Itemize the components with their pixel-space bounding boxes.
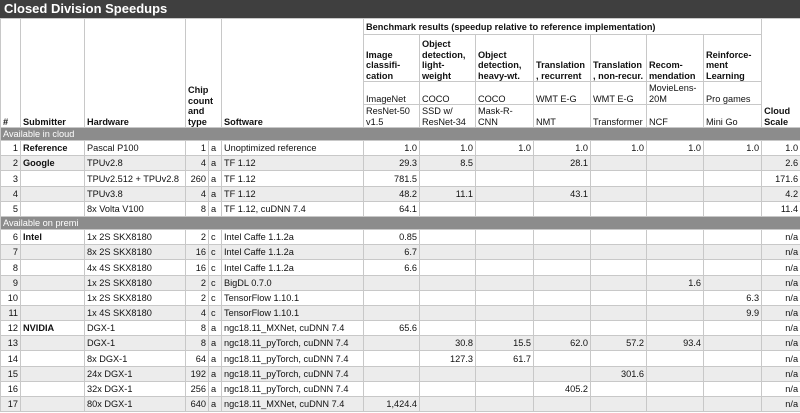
cloud-scale-cell: n/a (762, 366, 800, 381)
chip-count-cell: 4 (186, 186, 209, 201)
hardware-cell: 4x 4S SKX8180 (85, 260, 186, 275)
section-header (1, 128, 800, 141)
speedup-value-cell (534, 366, 591, 381)
row-number: 17 (1, 397, 21, 412)
speedup-value-cell (591, 201, 647, 216)
benchmark-model: ResNet-50 v1.5 (364, 105, 420, 128)
speedup-value-cell (476, 201, 534, 216)
chip-type-cell: c (209, 290, 222, 305)
cloud-scale-cell: 2.6 (762, 156, 800, 171)
hardware-cell: 8x Volta V100 (85, 201, 186, 216)
chip-type-cell: a (209, 201, 222, 216)
submitter-cell (21, 245, 85, 260)
speedup-value-cell: 15.5 (476, 336, 534, 351)
benchmark-name: Object detection, light-weight (420, 35, 476, 82)
speedup-value-cell (476, 321, 534, 336)
speedup-value-cell (534, 351, 591, 366)
speedup-value-cell: 8.5 (420, 156, 476, 171)
table-header (1, 19, 800, 128)
speedup-value-cell: 1.0 (420, 141, 476, 156)
cloud-scale-cell: n/a (762, 305, 800, 320)
chip-type-cell: a (209, 186, 222, 201)
chip-type-cell: a (209, 351, 222, 366)
software-cell: BigDL 0.7.0 (222, 275, 364, 290)
cloud-scale-cell: 11.4 (762, 201, 800, 216)
speedup-value-cell (534, 275, 591, 290)
benchmark-model: NMT (534, 105, 591, 128)
submitter-cell (21, 275, 85, 290)
speedup-value-cell (420, 229, 476, 244)
table-row (1, 141, 800, 156)
speedup-value-cell (591, 156, 647, 171)
speedup-value-cell (534, 397, 591, 412)
speedup-value-cell (591, 186, 647, 201)
speedup-value-cell (534, 260, 591, 275)
speedup-value-cell (364, 290, 420, 305)
hardware-cell: 8x DGX-1 (85, 351, 186, 366)
speedup-value-cell: 11.1 (420, 186, 476, 201)
chip-type-cell: c (209, 275, 222, 290)
submitter-cell (21, 305, 85, 320)
hardware-cell: 1x 2S SKX8180 (85, 229, 186, 244)
speedup-value-cell (704, 321, 762, 336)
speedup-value-cell (647, 290, 704, 305)
speedup-value-cell (476, 366, 534, 381)
chip-type-cell: a (209, 366, 222, 381)
speedup-value-cell (647, 260, 704, 275)
hardware-cell: 8x 2S SKX8180 (85, 245, 186, 260)
speedup-value-cell: 64.1 (364, 201, 420, 216)
speedup-value-cell (704, 156, 762, 171)
speedup-value-cell (704, 336, 762, 351)
submitter-cell (21, 290, 85, 305)
hardware-cell: 32x DGX-1 (85, 381, 186, 396)
col-header-hardware: Hardware (85, 19, 186, 128)
cloud-scale-cell: n/a (762, 397, 800, 412)
table-row (1, 156, 800, 171)
speedup-value-cell (704, 260, 762, 275)
speedup-value-cell (420, 397, 476, 412)
speedup-value-cell (647, 305, 704, 320)
speedup-value-cell (591, 260, 647, 275)
software-cell: ngc18.11_pyTorch, cuDNN 7.4 (222, 366, 364, 381)
row-number: 9 (1, 275, 21, 290)
speedup-value-cell (364, 351, 420, 366)
software-cell: Unoptimized reference (222, 141, 364, 156)
table-row (1, 336, 800, 351)
speedup-value-cell: 93.4 (647, 336, 704, 351)
chip-type-cell: c (209, 305, 222, 320)
speedup-value-cell (420, 171, 476, 186)
cloud-scale-cell: n/a (762, 245, 800, 260)
submitter-cell (21, 381, 85, 396)
software-cell: TensorFlow 1.10.1 (222, 290, 364, 305)
speedup-value-cell (420, 321, 476, 336)
software-cell: ngc18.11_pyTorch, cuDNN 7.4 (222, 336, 364, 351)
row-number: 15 (1, 366, 21, 381)
speedup-value-cell (704, 366, 762, 381)
table-row (1, 171, 800, 186)
software-cell: TensorFlow 1.10.1 (222, 305, 364, 320)
hardware-cell: DGX-1 (85, 336, 186, 351)
chip-count-cell: 16 (186, 260, 209, 275)
speedup-value-cell (476, 171, 534, 186)
speedup-value-cell: 1.0 (534, 141, 591, 156)
speedup-value-cell (420, 305, 476, 320)
speedup-value-cell (476, 260, 534, 275)
chip-count-cell: 192 (186, 366, 209, 381)
row-number: 5 (1, 201, 21, 216)
col-header-software: Software (222, 19, 364, 128)
cloud-scale-cell: 171.6 (762, 171, 800, 186)
speedup-value-cell (420, 201, 476, 216)
speedup-value-cell: 43.1 (534, 186, 591, 201)
benchmark-dataset: WMT E-G (534, 82, 591, 105)
speedup-value-cell: 57.2 (591, 336, 647, 351)
cloud-scale-cell: n/a (762, 290, 800, 305)
speedup-value-cell (591, 397, 647, 412)
hardware-cell: TPUv2.512 + TPUv2.8 (85, 171, 186, 186)
chip-count-cell: 2 (186, 275, 209, 290)
speedup-value-cell (476, 245, 534, 260)
cloud-scale-cell: 1.0 (762, 141, 800, 156)
speedup-value-cell (420, 275, 476, 290)
table-row (1, 245, 800, 260)
table-row (1, 201, 800, 216)
benchmark-name: Translation , non-recur. (591, 35, 647, 82)
row-number: 12 (1, 321, 21, 336)
cloud-scale-cell: n/a (762, 321, 800, 336)
benchmark-model: SSD w/ ResNet-34 (420, 105, 476, 128)
benchmark-name: Image classifi-cation (364, 35, 420, 82)
table-row (1, 229, 800, 244)
row-number: 16 (1, 381, 21, 396)
speedup-value-cell (534, 305, 591, 320)
speedup-value-cell (534, 245, 591, 260)
cloud-scale-cell: n/a (762, 260, 800, 275)
cloud-scale-cell: n/a (762, 381, 800, 396)
submitter-cell (21, 201, 85, 216)
speedup-value-cell: 65.6 (364, 321, 420, 336)
submitter-cell (21, 186, 85, 201)
chip-count-cell: 8 (186, 321, 209, 336)
table-row (1, 290, 800, 305)
software-cell: Intel Caffe 1.1.2a (222, 229, 364, 244)
speedup-value-cell: 1.0 (647, 141, 704, 156)
submitter-cell (21, 397, 85, 412)
speedup-value-cell: 1.0 (704, 141, 762, 156)
speedup-value-cell: 28.1 (534, 156, 591, 171)
benchmark-dataset: MovieLens-20M (647, 82, 704, 105)
speedup-value-cell (647, 397, 704, 412)
row-number: 11 (1, 305, 21, 320)
cloud-scale-cell: n/a (762, 275, 800, 290)
submitter-cell (21, 336, 85, 351)
speedup-value-cell (647, 201, 704, 216)
section-label: Available in cloud (1, 128, 800, 141)
speedup-value-cell: 6.7 (364, 245, 420, 260)
software-cell: ngc18.11_pyTorch, cuDNN 7.4 (222, 351, 364, 366)
speedup-value-cell: 781.5 (364, 171, 420, 186)
speedup-value-cell (704, 397, 762, 412)
hardware-cell: 1x 2S SKX8180 (85, 290, 186, 305)
speedup-value-cell (704, 351, 762, 366)
benchmark-dataset: COCO (420, 82, 476, 105)
speedup-value-cell (476, 305, 534, 320)
col-header-num: # (1, 19, 21, 128)
speedup-value-cell (647, 366, 704, 381)
chip-count-cell: 256 (186, 381, 209, 396)
speedup-value-cell (704, 381, 762, 396)
chip-count-cell: 4 (186, 305, 209, 320)
row-number: 8 (1, 260, 21, 275)
cloud-scale-cell: 4.2 (762, 186, 800, 201)
benchmark-model: Transformer (591, 105, 647, 128)
software-cell: ngc18.11_MXNet, cuDNN 7.4 (222, 321, 364, 336)
chip-count-cell: 8 (186, 201, 209, 216)
speedup-value-cell (534, 171, 591, 186)
speedup-value-cell (647, 156, 704, 171)
speedup-value-cell (534, 229, 591, 244)
speedup-value-cell (476, 381, 534, 396)
speedup-value-cell (534, 290, 591, 305)
hardware-cell: DGX-1 (85, 321, 186, 336)
speedup-value-cell: 405.2 (534, 381, 591, 396)
submitter-cell: NVIDIA (21, 321, 85, 336)
submitter-cell: Reference (21, 141, 85, 156)
section-label: Available on premi (1, 216, 800, 229)
software-cell: TF 1.12 (222, 186, 364, 201)
speedup-value-cell (534, 201, 591, 216)
chip-count-cell: 4 (186, 156, 209, 171)
table-row (1, 397, 800, 412)
hardware-cell: 80x DGX-1 (85, 397, 186, 412)
speedup-value-cell: 1.6 (647, 275, 704, 290)
benchmark-name: Translation , recurrent (534, 35, 591, 82)
speedup-value-cell (704, 229, 762, 244)
benchmark-group-title: Benchmark results (speedup relative to reference implementation) (364, 19, 762, 35)
chip-count-cell: 1 (186, 141, 209, 156)
speedup-value-cell (704, 275, 762, 290)
speedup-value-cell (647, 245, 704, 260)
chip-count-cell: 2 (186, 290, 209, 305)
table-row (1, 305, 800, 320)
hardware-cell: 1x 2S SKX8180 (85, 275, 186, 290)
speedup-value-cell (647, 351, 704, 366)
speedup-value-cell (476, 275, 534, 290)
speedup-value-cell (591, 321, 647, 336)
speedup-value-cell (704, 186, 762, 201)
chip-type-cell: a (209, 141, 222, 156)
speedup-value-cell: 6.6 (364, 260, 420, 275)
speedup-value-cell (591, 351, 647, 366)
speedup-value-cell (364, 336, 420, 351)
speedup-value-cell (647, 229, 704, 244)
chip-type-cell: c (209, 245, 222, 260)
speedup-value-cell (476, 156, 534, 171)
submitter-cell: Intel (21, 229, 85, 244)
speedup-value-cell (591, 305, 647, 320)
table-row (1, 366, 800, 381)
col-header-submitter: Submitter (21, 19, 85, 128)
benchmark-name: Recom-mendation (647, 35, 704, 82)
table-row (1, 381, 800, 396)
speedup-value-cell (476, 229, 534, 244)
cloud-scale-cell: n/a (762, 336, 800, 351)
row-number: 1 (1, 141, 21, 156)
table-row (1, 321, 800, 336)
benchmark-name: Object detection, heavy-wt. (476, 35, 534, 82)
chip-type-cell: a (209, 381, 222, 396)
speedup-value-cell (591, 290, 647, 305)
row-number: 3 (1, 171, 21, 186)
speedup-value-cell (591, 171, 647, 186)
submitter-cell (21, 171, 85, 186)
benchmark-model: Mini Go (704, 105, 762, 128)
table-row (1, 275, 800, 290)
speedup-value-cell (591, 245, 647, 260)
chip-type-cell: c (209, 260, 222, 275)
speedup-value-cell: 0.85 (364, 229, 420, 244)
speedup-value-cell (534, 321, 591, 336)
table-row (1, 186, 800, 201)
chip-count-cell: 16 (186, 245, 209, 260)
speedup-value-cell (647, 186, 704, 201)
speedup-value-cell (647, 381, 704, 396)
speedup-value-cell: 301.6 (591, 366, 647, 381)
chip-type-cell: a (209, 321, 222, 336)
speedup-value-cell (647, 171, 704, 186)
section-header (1, 216, 800, 229)
speedup-value-cell: 1.0 (476, 141, 534, 156)
table-row (1, 260, 800, 275)
speedup-value-cell (704, 245, 762, 260)
speedup-value-cell: 1.0 (591, 141, 647, 156)
speedup-value-cell (420, 260, 476, 275)
benchmark-model: NCF (647, 105, 704, 128)
chip-count-cell: 2 (186, 229, 209, 244)
chip-count-cell: 260 (186, 171, 209, 186)
submitter-cell: Google (21, 156, 85, 171)
row-number: 7 (1, 245, 21, 260)
speedup-value-cell (647, 321, 704, 336)
hardware-cell: TPUv2.8 (85, 156, 186, 171)
row-number: 14 (1, 351, 21, 366)
sheet-title: Closed Division Speedups (0, 0, 800, 18)
speedup-value-cell (364, 275, 420, 290)
chip-type-cell: a (209, 156, 222, 171)
speedup-value-cell (476, 290, 534, 305)
software-cell: TF 1.12 (222, 156, 364, 171)
software-cell: TF 1.12, cuDNN 7.4 (222, 201, 364, 216)
benchmark-dataset: Pro games (704, 82, 762, 105)
row-number: 2 (1, 156, 21, 171)
submitter-cell (21, 260, 85, 275)
speedup-value-cell (420, 245, 476, 260)
speedup-value-cell (364, 305, 420, 320)
speedup-value-cell (364, 381, 420, 396)
speedup-value-cell (420, 381, 476, 396)
chip-type-cell: c (209, 229, 222, 244)
speedup-value-cell (364, 366, 420, 381)
row-number: 6 (1, 229, 21, 244)
speedup-value-cell (591, 275, 647, 290)
benchmark-name: Reinforce-ment Learning (704, 35, 762, 82)
speedup-table (0, 18, 800, 412)
cloud-scale-cell: n/a (762, 229, 800, 244)
row-number: 4 (1, 186, 21, 201)
row-number: 13 (1, 336, 21, 351)
speedup-value-cell: 29.3 (364, 156, 420, 171)
chip-type-cell: a (209, 336, 222, 351)
benchmark-dataset: COCO (476, 82, 534, 105)
chip-count-cell: 64 (186, 351, 209, 366)
speedup-value-cell (704, 171, 762, 186)
software-cell: ngc18.11_MXNet, cuDNN 7.4 (222, 397, 364, 412)
hardware-cell: TPUv3.8 (85, 186, 186, 201)
benchmark-model: Mask-R-CNN (476, 105, 534, 128)
hardware-cell: 24x DGX-1 (85, 366, 186, 381)
speedup-value-cell: 6.3 (704, 290, 762, 305)
chip-type-cell: a (209, 397, 222, 412)
cloud-scale-cell: n/a (762, 351, 800, 366)
speedup-value-cell (420, 290, 476, 305)
speedup-value-cell: 9.9 (704, 305, 762, 320)
chip-count-cell: 640 (186, 397, 209, 412)
table-body (1, 128, 800, 412)
speedup-value-cell: 1.0 (364, 141, 420, 156)
submitter-cell (21, 366, 85, 381)
software-cell: TF 1.12 (222, 171, 364, 186)
benchmark-dataset: WMT E-G (591, 82, 647, 105)
speedup-value-cell (420, 366, 476, 381)
benchmark-dataset: ImageNet (364, 82, 420, 105)
speedup-value-cell: 61.7 (476, 351, 534, 366)
speedup-value-cell (704, 201, 762, 216)
row-number: 10 (1, 290, 21, 305)
software-cell: Intel Caffe 1.1.2a (222, 260, 364, 275)
col-header-chip: Chip count and type (186, 19, 222, 128)
col-header-cloud-scale: Cloud Scale (762, 19, 800, 128)
software-cell: ngc18.11_pyTorch, cuDNN 7.4 (222, 381, 364, 396)
speedup-value-cell (591, 229, 647, 244)
hardware-cell: Pascal P100 (85, 141, 186, 156)
chip-type-cell: a (209, 171, 222, 186)
speedup-value-cell (476, 397, 534, 412)
software-cell: Intel Caffe 1.1.2a (222, 245, 364, 260)
speedup-value-cell: 127.3 (420, 351, 476, 366)
speedup-value-cell: 48.2 (364, 186, 420, 201)
speedup-value-cell (476, 186, 534, 201)
speedup-value-cell: 62.0 (534, 336, 591, 351)
speedup-value-cell (591, 381, 647, 396)
hardware-cell: 1x 4S SKX8180 (85, 305, 186, 320)
submitter-cell (21, 351, 85, 366)
speedup-value-cell: 1,424.4 (364, 397, 420, 412)
speedup-value-cell: 30.8 (420, 336, 476, 351)
chip-count-cell: 8 (186, 336, 209, 351)
table-row (1, 351, 800, 366)
